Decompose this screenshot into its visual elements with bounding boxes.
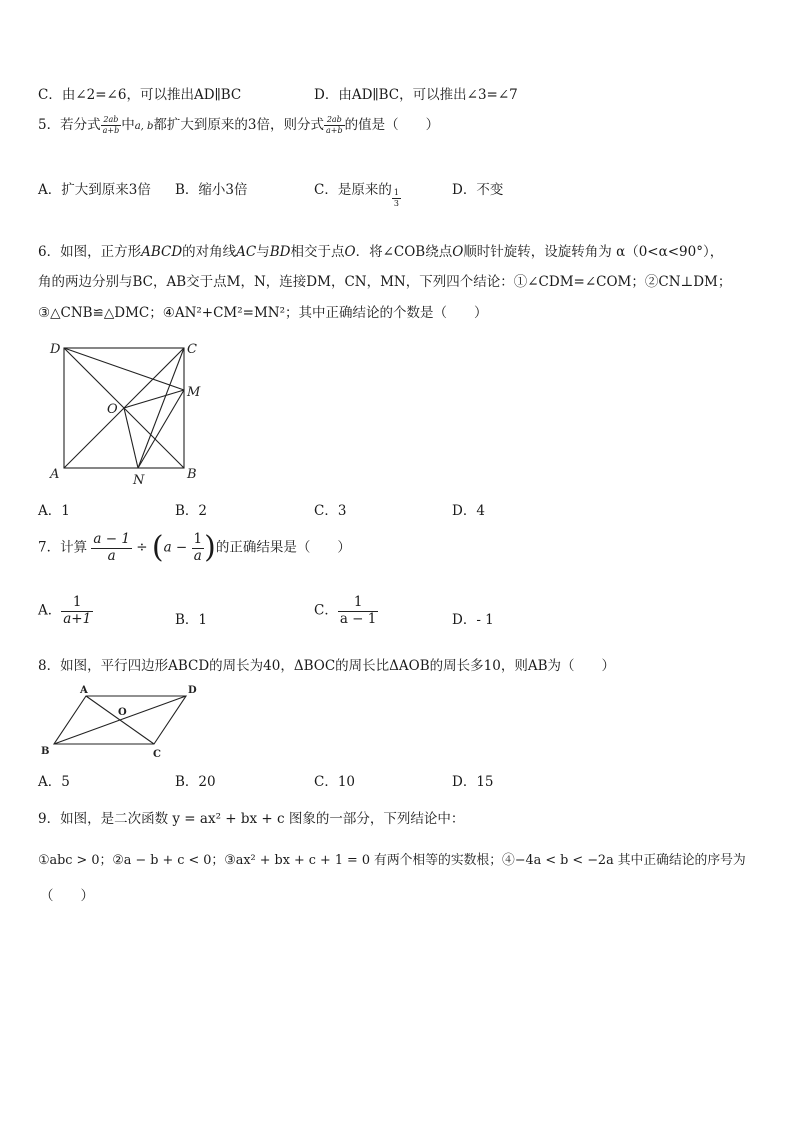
question-8: 8．如图，平行四边形ABCD的周长为40，ΔBOC的周长比ΔAOB的周长多10，则AB为（ ） xyxy=(38,658,615,674)
label-a: A xyxy=(50,467,60,482)
q7-option-c xyxy=(314,596,378,626)
label-c: C xyxy=(187,342,197,357)
q7-option-a-fraction xyxy=(61,596,93,626)
q6-text-i: ．将∠COB绕点 xyxy=(355,244,453,260)
label-a: A xyxy=(80,685,88,696)
q5-frac-num: 2ab xyxy=(101,116,122,126)
q6-text-j: O xyxy=(452,244,464,260)
q5-suffix: 的值是（ ） xyxy=(344,117,440,133)
q7-option-c-label: C． xyxy=(314,602,338,619)
diagonal-bd xyxy=(54,696,186,744)
q4-option-d: D．由AD∥BC，可以推出∠3=∠7 xyxy=(314,87,518,103)
q7-option-d: D．- 1 xyxy=(452,612,494,628)
q7-option-a-label: A． xyxy=(38,602,62,619)
q7-right-paren: ) xyxy=(204,530,216,565)
question-5 xyxy=(38,113,439,135)
question-7 xyxy=(38,530,351,565)
label-o: O xyxy=(107,402,118,417)
q5-option-b: B．缩小3倍 xyxy=(175,182,248,198)
q8-parallelogram-figure xyxy=(36,682,208,762)
segment-on xyxy=(124,408,138,468)
q7-prefix: 7．计算 xyxy=(38,539,88,556)
q5-option-a: A．扩大到原来3倍 xyxy=(38,182,151,198)
question-6-line-2: 角的两边分别与BC，AB交于点M，N，连接DM，CN，MN，下列四个结论：①∠CDM=∠COM；②CN⊥DM； xyxy=(38,274,732,290)
q7-left-paren: ( xyxy=(151,530,164,565)
q7-suffix: 的正确结果是（ ） xyxy=(215,539,351,556)
question-6-line-3: ③△CNB≌△DMC；④AN²+CM²=MN²；其中正确结论的个数是（ ） xyxy=(38,305,488,321)
q5-frac-den: a+b xyxy=(102,126,120,135)
label-c: C xyxy=(153,749,161,760)
q6-text-e: 与 xyxy=(256,244,270,260)
q8-option-d: D．15 xyxy=(452,774,494,790)
q7-f2-den: a xyxy=(193,547,202,564)
q6-text-c: 的对角线 xyxy=(182,244,237,260)
q6-option-c: C．3 xyxy=(314,503,347,519)
q5-option-c-den: 3 xyxy=(393,199,399,208)
q5-vars: a, b xyxy=(134,121,154,132)
label-b: B xyxy=(187,467,197,482)
q5-frac2-den: a+b xyxy=(326,126,343,135)
q6-text-h: O xyxy=(344,244,356,260)
q6-option-a: A．1 xyxy=(38,503,70,519)
q8-option-c: C．10 xyxy=(314,774,356,790)
q5-option-c-num: 1 xyxy=(393,188,399,197)
q6-text-g: 相交于点 xyxy=(290,244,345,260)
segment-cn xyxy=(138,348,184,468)
q6-square-figure xyxy=(44,338,214,490)
q7-fraction-2 xyxy=(192,533,205,563)
q7-option-c-fraction xyxy=(338,596,379,626)
q8-option-b: B．20 xyxy=(175,774,216,790)
q5-mid2: 都扩大到原来的3倍，则分式 xyxy=(153,117,325,133)
q7-option-a-num: 1 xyxy=(61,596,93,612)
q6-text-a: 6．如图，正方形 xyxy=(38,244,142,260)
question-9-line-3: （ ） xyxy=(40,888,94,904)
question-9-line-2: ①abc > 0；②a − b + c < 0；③ax² + bx + c + 1 = 0 有两个相等的实数根；④−4a < b < −2a 其中正确结论的序号为 xyxy=(38,853,746,868)
q6-text-k: 顺时针旋转，设旋转角为 α（0<α<90°）， xyxy=(463,244,724,260)
q5-option-d: D．不变 xyxy=(452,182,504,198)
label-d: D xyxy=(188,685,197,696)
q7-fraction-1 xyxy=(91,533,132,563)
question-9-line-1: 9．如图，是二次函数 y = ax² + bx + c 图象的一部分，下列结论中： xyxy=(38,811,465,827)
label-o: O xyxy=(118,707,127,718)
q7-f1-den: a xyxy=(107,547,116,564)
q5-frac2-num: 2ab xyxy=(324,116,345,126)
q6-text-b: ABCD xyxy=(141,244,183,260)
q7-option-a xyxy=(38,596,93,626)
q6-text-d: AC xyxy=(236,244,257,260)
q5-fraction-1 xyxy=(101,116,122,135)
q7-divide-sign: ÷ xyxy=(136,539,148,556)
q5-option-c xyxy=(314,178,401,208)
segment-dm xyxy=(64,348,184,390)
q5-mid1: 中 xyxy=(121,117,135,133)
label-d: D xyxy=(50,342,61,357)
q6-text-f: BD xyxy=(269,244,291,260)
q5-fraction-2 xyxy=(324,116,345,135)
label-m: M xyxy=(187,385,201,400)
q8-option-a: A．5 xyxy=(38,774,70,790)
q6-option-d: D．4 xyxy=(452,503,485,519)
q7-option-c-den: a − 1 xyxy=(339,610,377,627)
q6-option-b: B．2 xyxy=(175,503,208,519)
q5-prefix: 5．若分式 xyxy=(38,117,101,133)
q5-option-c-text: C．是原来的 xyxy=(314,182,392,198)
q7-option-a-den: a+1 xyxy=(63,610,92,627)
q7-f2-num: 1 xyxy=(193,531,203,547)
q7-paren-a: a − xyxy=(163,539,188,556)
q5-option-c-fraction xyxy=(392,189,401,208)
question-6-line-1 xyxy=(38,240,723,260)
label-n: N xyxy=(133,473,145,488)
q7-option-c-num: 1 xyxy=(338,596,379,612)
label-b: B xyxy=(41,746,50,757)
q7-f1-num: a − 1 xyxy=(93,531,130,547)
q7-option-b: B．1 xyxy=(175,612,208,628)
q4-option-c: C．由∠2=∠6，可以推出AD∥BC xyxy=(38,87,242,103)
